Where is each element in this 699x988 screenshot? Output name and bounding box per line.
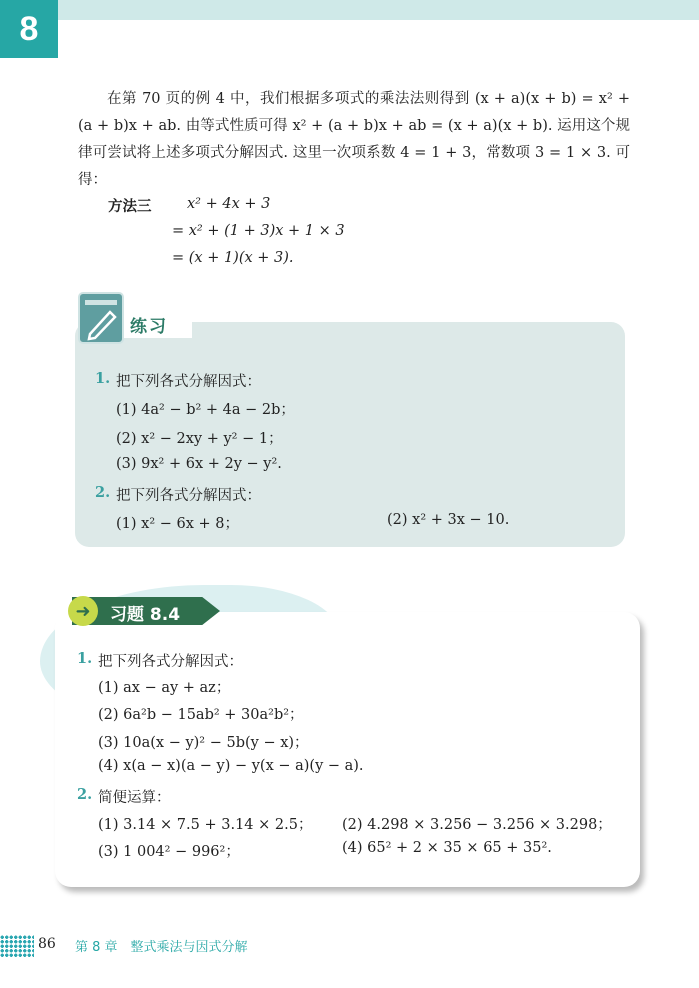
exercise-q2-number: 2. (77, 786, 93, 803)
method-line-1: x² + 4x + 3 (187, 196, 271, 212)
practice-q1-text: 把下列各式分解因式： (116, 374, 261, 390)
exercise-q1-text: 把下列各式分解因式： (98, 654, 243, 670)
exercise-q1-item: (3) 10a(x − y)² − 5b(y − x)； (98, 735, 309, 751)
intro-paragraph: 在第 70 页的例 4 中，我们根据多项式的乘法法则得到 (x + a)(x + b) = x² + (a + b)x + ab. 由等式性质可得 x² + (a + b)x + ab = (x + a)(x + b). 运用这个规律可尝试将上述多项式分解因式. 这里一次项系数 4 = 1 + 3，常数项 3 = 1 × 3. 可得： (78, 91, 630, 188)
exercise-q1-number: 1. (77, 650, 93, 667)
top-banner (58, 0, 699, 20)
exercise-q2-item: (2) 4.298 × 3.256 − 3.256 × 3.298； (342, 817, 612, 833)
practice-title: 练习 (130, 317, 168, 337)
exercise-q2-item: (1) 3.14 × 7.5 + 3.14 × 2.5； (98, 817, 313, 833)
exercise-q1-item: (1) ax − ay + az； (98, 680, 231, 696)
pencil-notebook-icon (78, 292, 124, 344)
practice-q2-item: (2) x² + 3x − 10. (387, 512, 510, 528)
practice-q2-text: 把下列各式分解因式： (116, 488, 261, 504)
method-line-3: = (x + 1)(x + 3). (172, 250, 294, 266)
practice-q1-number: 1. (95, 370, 111, 387)
practice-q1-item: (2) x² − 2xy + y² − 1； (116, 431, 283, 447)
exercise-title: 习题 8.4 (110, 605, 181, 625)
practice-q1-item: (1) 4a² − b² + 4a − 2b； (116, 402, 295, 418)
method-label: 方法三 (108, 199, 152, 215)
exercise-q1-item: (2) 6a²b − 15ab² + 30a²b²； (98, 707, 304, 723)
exercise-q2-item: (4) 65² + 2 × 35 × 65 + 35². (342, 840, 552, 856)
method-line-2: = x² + (1 + 3)x + 1 × 3 (172, 223, 345, 239)
practice-q2-item: (1) x² − 6x + 8； (116, 516, 240, 532)
exercise-q1-item: (4) x(a − x)(a − y) − y(x − a)(y − a). (98, 758, 364, 774)
footer-chapter-title: 第 8 章 整式乘法与因式分解 (75, 940, 248, 955)
exercise-q2-item: (3) 1 004² − 996²； (98, 844, 240, 860)
footer-dots-decoration (0, 935, 34, 957)
chapter-number-badge: 8 (0, 0, 58, 58)
practice-q1-item: (3) 9x² + 6x + 2y − y². (116, 456, 282, 472)
practice-q2-number: 2. (95, 484, 111, 501)
page-number: 86 (38, 936, 56, 952)
arrow-right-icon: ➜ (68, 596, 98, 626)
exercise-q2-text: 简便运算： (98, 790, 171, 806)
